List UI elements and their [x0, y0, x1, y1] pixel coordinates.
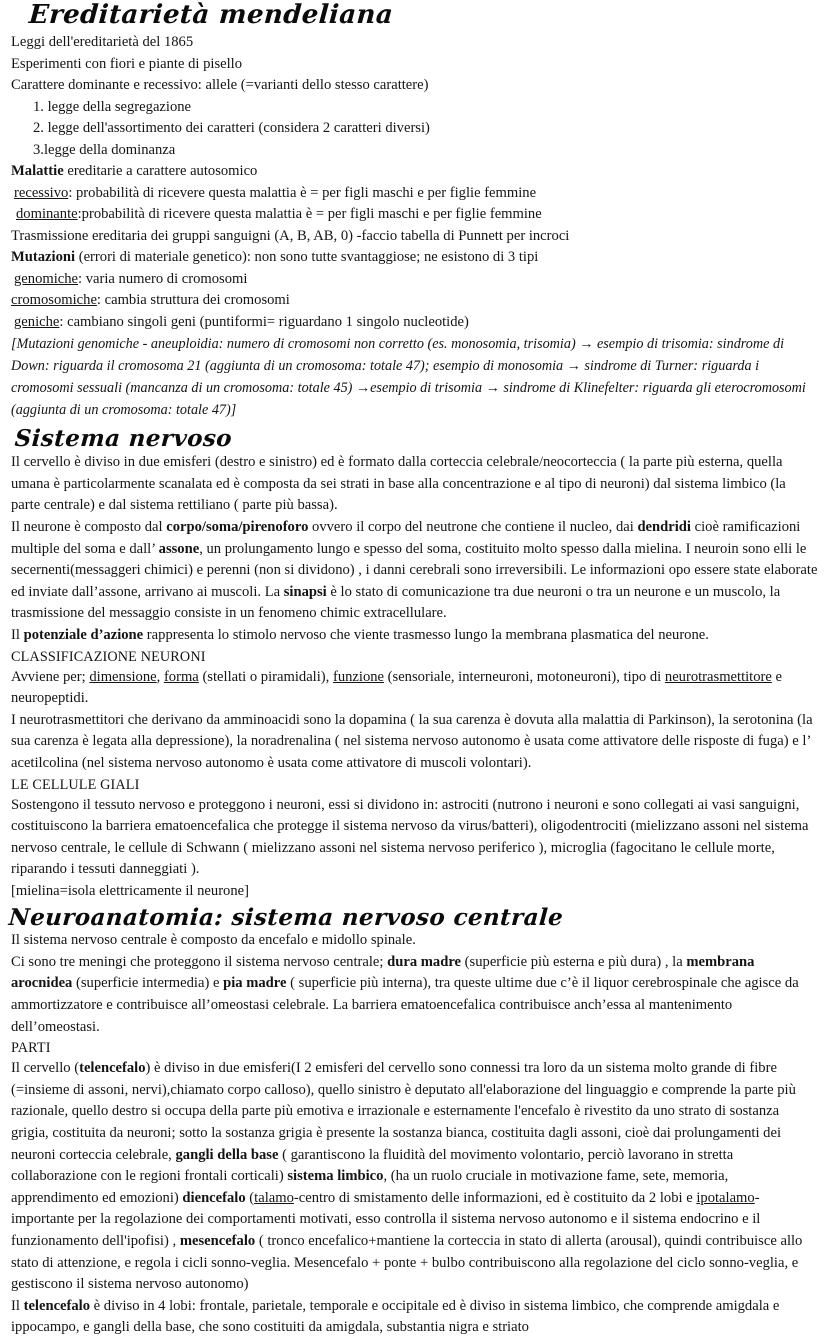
term-assone: assone	[158, 540, 200, 557]
text-frag: , un prolungamento lungo e spesso del soma, costituito molto spesso dalla mielina. I neuroin sono elli le secernenti(messaggeri chimici) e perenni (non si dividono) , i danni cerebrali sono irreversibili. Le informazioni opo essere state elaborate ed inviate dall’assone, arrivano ai muscoli. La	[11, 540, 818, 600]
label-cromosomiche: cromosomiche	[11, 292, 97, 309]
term-telencefalo: telencefalo	[79, 1060, 146, 1077]
heading-ereditarieta-mendeliana: Ereditarietà mendeliana	[27, 0, 395, 30]
text-frag: rappresenta lo stimolo nervoso che viente trasmesso lungo la membrana plasmatica del neurone.	[143, 627, 709, 644]
heading-sistema-nervoso: Sistema nervoso	[13, 425, 234, 453]
paragraph-cervello-emisferi: Il cervello è diviso in due emisferi (destro e sinistro) ed è formato dalla corteccia celebrale/neocorteccia ( la parte più esterna, quella umana è particolarmente scanalata ed è composta da sei strati in base alla concentrazione e al tipo di neuroni) dal sistema limbico (la parte centrale) e dal sistema rettiliano ( parte più bassa).	[11, 454, 786, 514]
term-dimensione: dimensione	[89, 668, 157, 685]
term-corpo-soma-pirenoforo: corpo/soma/pirenoforo	[166, 519, 309, 536]
list-item: 2. legge dell'assortimento dei caratteri (considera 2 caratteri diversi)	[33, 120, 430, 137]
term-funzione: funzione	[332, 668, 385, 685]
text-frag: è lo stato di comunicazione tra due neuroni o tra un neurone e un muscolo, la trasmissione del messaggio consiste in un fenomeno chimic extracellulare.	[11, 583, 781, 622]
label-dominante: dominante	[16, 206, 78, 223]
text-mutazioni	[0, 247, 828, 269]
text-geniche-rest: : cambiano singoli geni (puntiformi= riguardano 1 singolo nucleotide)	[59, 313, 469, 330]
list-item: 3.legge della dominanza	[33, 141, 176, 158]
text-esperimenti: Esperimenti con fiori e piante di pisello	[11, 55, 243, 72]
term-ipotalamo: ipotalamo	[696, 1189, 755, 1206]
term-talamo: talamo	[254, 1189, 294, 1206]
text-frag: ) è diviso in due emisferi(I 2 emisferi del cervello sono connessi tra loro da un sistema molto grande di fibre (=insieme di assoni, nervi),chiamato corpo calloso), quello sinistro è deputato all'elaborazione del linguaggio e comprende la parte più razionale, quello destro si occupa della parte più emotiva e irrazionale e esternamente l'encefalo è rivestito da uno strato di sostanza grigia, costituita da neuroni; sotto la sostanza grigia è presente la sostanza bianca, costituita dagli assoni, cioè dai prolungamenti dei neuroni corteccia celebrale,	[11, 1060, 796, 1163]
text-genomiche-rest: : varia numero di cromosomi	[78, 270, 248, 287]
label-mutazioni: Mutazioni	[11, 249, 76, 266]
text-cromosomiche	[0, 290, 828, 312]
text-geniche	[0, 312, 828, 334]
text-frag: -centro di smistamento delle informazioni, ed è costituito da 2 lobi e	[293, 1189, 697, 1206]
heading-neuroanatomia: Neuroanatomia: sistema nervoso centrale	[7, 904, 565, 932]
term-telencefalo-lobi: telencefalo	[23, 1297, 91, 1314]
term-forma: forma	[163, 668, 199, 685]
paragraph-classificazione-criteri	[0, 667, 828, 710]
text-frag: ,	[156, 668, 164, 685]
subheading-parti: PARTI	[11, 1040, 51, 1057]
text-carattere-dominante-recessivo: Carattere dominante e recessivo: allele (=varianti dello stesso carattere)	[11, 77, 429, 93]
term-sinapsi: sinapsi	[283, 583, 327, 600]
term-potenziale-azione: potenziale d’azione	[23, 627, 144, 644]
label-genomiche: genomiche	[14, 270, 79, 287]
term-pia-madre: pia madre	[223, 975, 287, 992]
paragraph-neurotrasmettitori: I neurotrasmettitori che derivano da amminoacidi sono la dopamina ( la sua carenza è dovuta alla malattia di Parkinson), la serotonina (la sua carenza è legata alla depressione), la noradrenalina ( nel sistema nervoso autonomo è usata come attivatore delle risposte di fuga) e l’ acetilcolina (nel sistema nervoso autonomo è usata come attivatore di muscoli volontari).	[11, 711, 813, 771]
text-frag: Il	[11, 627, 24, 644]
text-frag: , (ha un ruolo cruciale in motivazione fame, sete, memoria, apprendimento ed emozioni)	[11, 1168, 729, 1206]
subheading-classificazione-neuroni: CLASSIFICAZIONE NEURONI	[11, 648, 206, 665]
term-mesencefalo: mesencefalo	[179, 1233, 256, 1249]
text-dominante-rest: :probabilità di ricevere questa malattia è = per figli maschi e per figlie femmine	[77, 206, 542, 223]
subheading-le-cellule-giali: LE CELLULE GIALI	[11, 776, 140, 793]
text-frag: - importante per la regolazione dei comportamenti motivati, esso controlla il sistema nervoso autonomo e il sistema endocrino e il funzionamento dell'ipofisi) ,	[11, 1189, 761, 1249]
text-frag: Ci sono tre meningi che proteggono il sistema nervoso centrale;	[11, 953, 388, 970]
paragraph-telencefalo-lobi	[0, 1296, 828, 1339]
text-trasmissione-gruppi-sanguigni: Trasmissione ereditaria dei gruppi sanguigni (A, B, AB, 0) -faccio tabella di Punnett per incroci	[11, 227, 570, 244]
text-genomiche	[0, 269, 828, 291]
text-frag: (	[245, 1189, 255, 1206]
text-frag: Il cervello (	[11, 1060, 80, 1077]
text-frag: e neuropeptidi.	[11, 668, 783, 707]
text-malattie-rest: ereditarie a carattere autosomico	[63, 163, 258, 180]
text-dominante	[0, 204, 828, 226]
text-frag: (superficie intermedia) e	[72, 975, 224, 992]
term-sistema-limbico: sistema limbico	[287, 1168, 384, 1185]
text-malattie-ereditarie	[0, 161, 828, 183]
term-diencefalo: diencefalo	[182, 1189, 246, 1206]
text-mutazioni-rest: (errori di materiale genetico): non sono tutte svantaggiose; ne esistono di 3 tipi	[75, 249, 539, 266]
text-frag: Il	[11, 1297, 24, 1314]
term-gangli-della-base: gangli della base	[175, 1146, 279, 1163]
label-recessivo: recessivo	[14, 184, 69, 201]
text-frag: Avviene per;	[11, 668, 90, 685]
paragraph-meningi	[0, 952, 828, 1038]
term-dura-madre: dura madre	[387, 953, 462, 970]
paragraph-cellule-gliali: Sostengono il tessuto nervoso e proteggono i neuroni, essi si dividono in: astrociti (nutrono i neuroni e sono collegati ai vasi sanguigni, costituiscono la barriera ematoencefalica che protegge il sistema nervoso da virus/batteri), oligodentrociti (mielizzano assoni nel sistema nervoso centrale, le cellule di Schwann ( mielizzano assoni nel sistema nervoso periferico ), microglia (fagocitano le cellule morte, riparando i tessuti danneggiati ).	[11, 796, 809, 878]
text-frag: ( garantiscono la fluidità del movimento volontario, perciò lavorano in stretta collaborazione con le regioni frontali corticali)	[11, 1146, 734, 1185]
text-frag: Il neurone è composto dal	[11, 519, 167, 536]
paragraph-parti-encefalo	[0, 1058, 828, 1296]
text-frag: ( tronco encefalico+mantiene la corteccia in stato di allerta (arousal), quindi contribuisce allo stato di attenzione, e regola i cicli sonno-veglia. Mesencefalo + ponte + bulbo contribuiscono alla regolazione del ciclo sonno-veglia, e gestiscono il sistema nervoso autonomo)	[11, 1233, 803, 1293]
text-frag: (superficie più esterna e più dura) , la	[461, 953, 687, 970]
list-item: 1. legge della segregazione	[33, 98, 192, 115]
text-frag: cioè ramificazioni multiple del soma e dall’	[11, 519, 801, 557]
text-frag: (sensoriale, interneuroni, motoneuroni), tipo di	[384, 668, 665, 685]
note-mielina: [mielina=isola elettricamente il neurone]	[11, 882, 249, 899]
term-dendridi: dendridi	[637, 519, 691, 536]
text-frag: è diviso in 4 lobi: frontale, parietale, temporale e occipitale ed è diviso in sistema limbico, che comprende amigdala e ippocampo, e gangli della base, che sono costituiti da amigdala, substantia nigra e striato	[11, 1297, 780, 1336]
text-recessivo	[0, 183, 828, 205]
text-frag: (stellati o piramidali),	[198, 668, 333, 685]
text-frag: ovvero il corpo del neutrone che contiene il nucleo, dai	[308, 519, 638, 536]
paragraph-snc-composizione: Il sistema nervoso centrale è composto da encefalo e midollo spinale.	[11, 932, 416, 949]
text-leggi-ereditarieta: Leggi dell'ereditarietà del 1865	[11, 34, 194, 50]
term-neurotrasmettitore: neurotrasmettitore	[664, 668, 772, 685]
text-frag: ( superficie più interna), tra queste ultime due c’è il liquor cerebrospinale che agisce da ammortizzatore e contribuisce all’omeostasi celebrale. La barriera ematoencefalica contribuisce anch’essa al mantenimento dell’omeostasi.	[11, 975, 799, 1035]
text-recessivo-rest: : probabilità di ricevere questa malattia è = per figli maschi e per figlie femmine	[68, 184, 537, 201]
label-malattie: Malattie	[11, 163, 64, 180]
note-mutazioni-genomiche: [Mutazioni genomiche - aneuploidia: numero di cromosomi non corretto (es. monosomia, trisomia) → esempio di trisomia: sindrome di Down: riguarda il cromosoma 21 (aggiunta di un cromosoma: totale 47); esempio di monosomia → sindrome di Turner: riguarda i cromosomi sessuali (mancanza di un cromosoma: totale 45) →esempio di trisomia → sindrome di Klinefelter: riguarda gli eterocromosomi (aggiunta di un cromosoma: totale 47)]	[11, 336, 806, 419]
term-membrana-arocnidea: membrana arocnidea	[11, 953, 755, 992]
label-geniche: geniche	[14, 313, 60, 330]
paragraph-neurone-composizione	[0, 517, 828, 625]
paragraph-potenziale-azione	[0, 625, 828, 647]
text-cromosomiche-rest: : cambia struttura dei cromosomi	[96, 292, 290, 309]
